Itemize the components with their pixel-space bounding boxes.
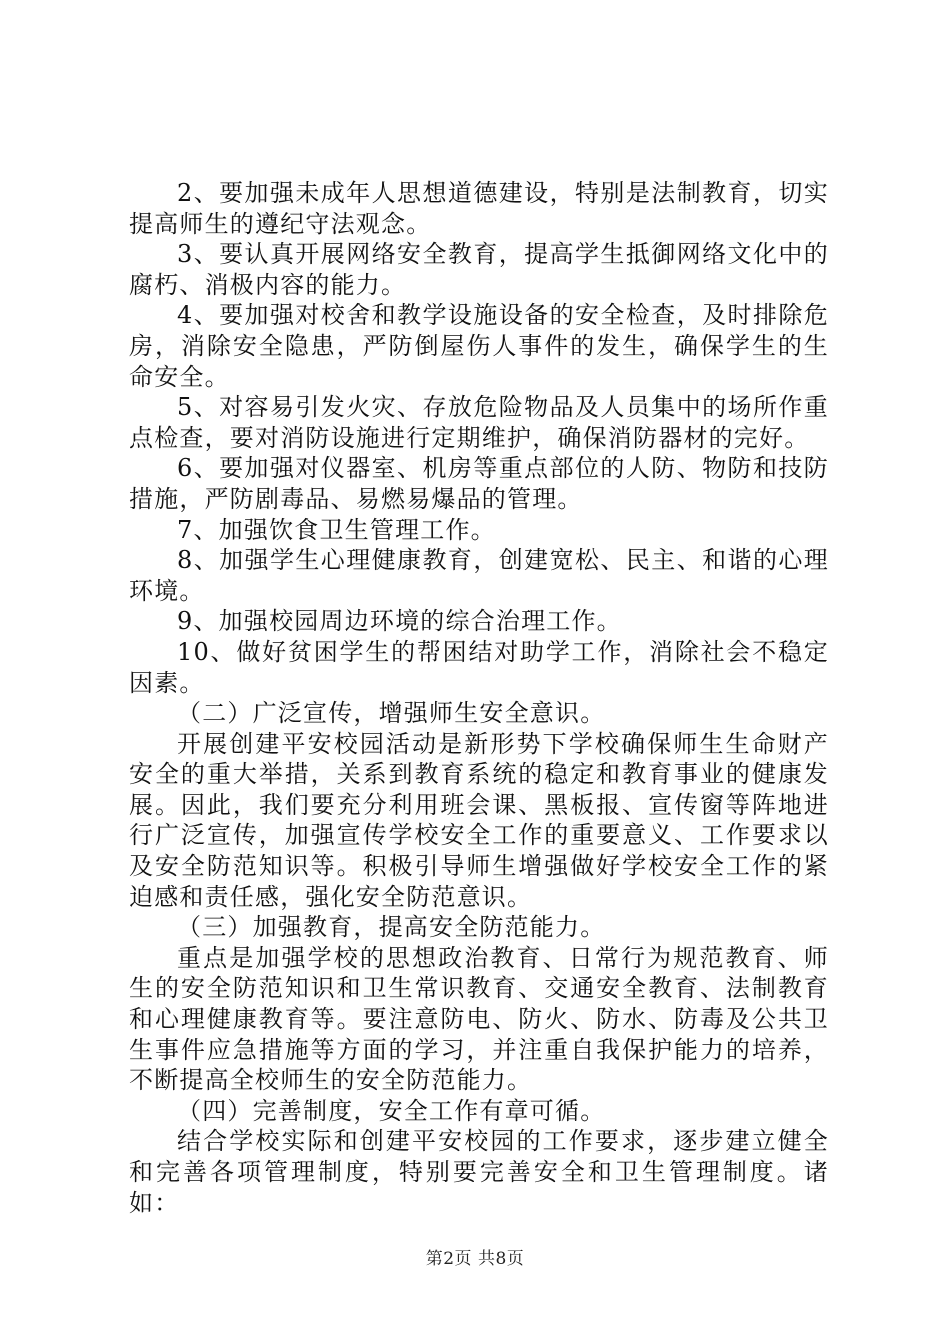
section-heading-education: （三）加强教育，提高安全防范能力。 xyxy=(177,913,606,942)
paragraph-item-8: 8、加强学生心理健康教育，创建宽松、民主、和谐的心理环境。 xyxy=(129,546,829,605)
page-number-footer: 第2页 共8页 xyxy=(425,1249,525,1269)
paragraph-item-2: 2、要加强未成年人思想道德建设，特别是法制教育，切实提高师生的遵纪守法观念。 xyxy=(129,179,829,238)
section-heading-regulations: （四）完善制度，安全工作有章可循。 xyxy=(177,1096,606,1125)
paragraph-publicity: 开展创建平安校园活动是新形势下学校确保师生生命财产安全的重大举措，关系到教育系统的稳定和教育事业的健康发展。因此，我们要充分利用班会课、黑板报、宣传窗等阵地进行广泛宣传，加强宣传学校安全工作的重要意义、工作要求以及安全防范知识等。积极引导师生增强做好学校安全工作的紧迫感和责任感，强化安全防范意识。 xyxy=(129,729,829,911)
paragraph-item-3: 3、要认真开展网络安全教育，提高学生抵御网络文化中的腐朽、消极内容的能力。 xyxy=(129,240,829,299)
paragraph-education: 重点是加强学校的思想政治教育、日常行为规范教育、师生的安全防范知识和卫生常识教育、交通安全教育、法制教育和心理健康教育等。要注意防电、防火、防水、防毒及公共卫生事件应急措施等方面的学习，并注重自我保护能力的培养，不断提高全校师生的安全防范能力。 xyxy=(129,943,829,1095)
paragraph-item-9: 9、加强校园周边环境的综合治理工作。 xyxy=(177,607,622,636)
paragraph-item-10: 10、做好贫困学生的帮困结对助学工作，消除社会不稳定因素。 xyxy=(129,637,829,697)
paragraph-item-6: 6、要加强对仪器室、机房等重点部位的人防、物防和技防措施，严防剧毒品、易燃易爆品的管理。 xyxy=(129,454,829,513)
document-body xyxy=(129,178,829,1218)
paragraph-regulations: 结合学校实际和创建平安校园的工作要求，逐步建立健全和完善各项管理制度，特别要完善安全和卫生管理制度。诸如： xyxy=(129,1127,829,1217)
section-heading-publicity: （二）广泛宣传，增强师生安全意识。 xyxy=(177,699,606,728)
paragraph-item-7: 7、加强饮食卫生管理工作。 xyxy=(177,515,496,544)
paragraph-item-4: 4、要加强对校舍和教学设施设备的安全检查，及时排除危房，消除安全隐患，严防倒屋伤人事件的发生，确保学生的生命安全。 xyxy=(129,301,829,391)
paragraph-item-5: 5、对容易引发火灾、存放危险物品及人员集中的场所作重点检查，要对消防设施进行定期维护，确保消防器材的完好。 xyxy=(129,393,829,452)
